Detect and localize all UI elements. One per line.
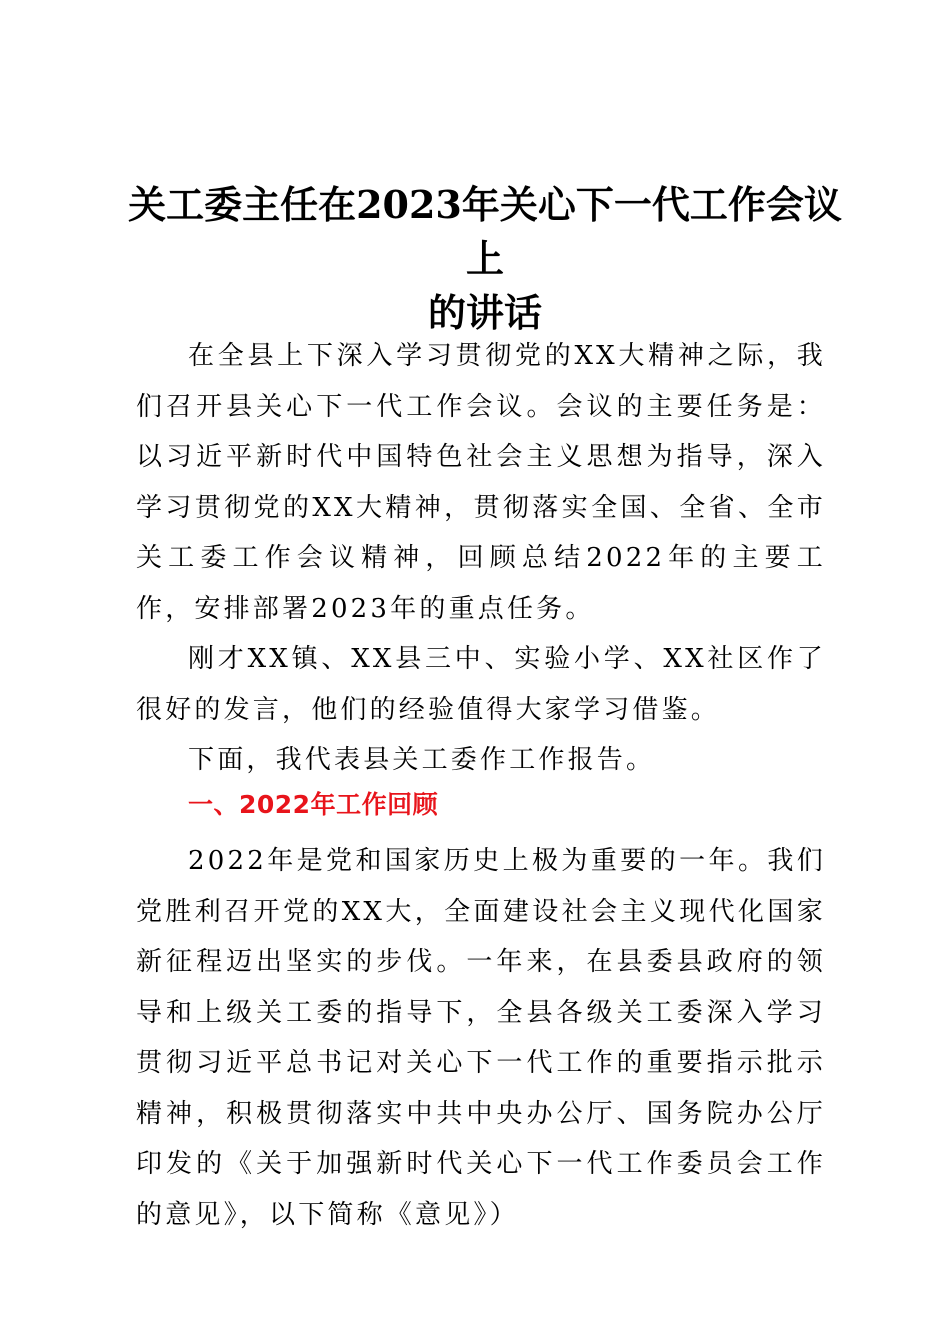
title-line-1: 关工委主任在2023年关心下一代工作会议上: [128, 182, 842, 281]
section-heading: 一、2022年工作回顾: [188, 790, 439, 819]
document-title: [110, 178, 860, 340]
paragraph-review: 2022年是党和国家历史上极为重要的一年。我们党胜利召开党的XX大，全面建设社会主义现代化国家新征程迈出坚实的步伐。一年来，在县委县政府的领导和上级关工委的指导下，全县各级关工委深入学习贯彻习近平总书记对关心下一代工作的重要指示批示精神，积极贯彻落实中共中央办公厅、国务院办公厅印发的《关于加强新时代关心下一代工作委员会工作的意见》，以下简称《意见》）: [136, 846, 826, 1230]
paragraph-intro: 在全县上下深入学习贯彻党的XX大精神之际，我们召开县关心下一代工作会议。会议的主要任务是：以习近平新时代中国特色社会主义思想为指导，深入学习贯彻党的XX大精神，贯彻落实全国、全省、全市关工委工作会议精神，回顾总结2022年的主要工作，安排部署2023年的重点任务。: [136, 341, 826, 624]
paragraph-speeches: 刚才XX镇、XX县三中、实验小学、XX社区作了很好的发言，他们的经验值得大家学习借鉴。: [136, 644, 826, 725]
paragraph-report: 下面，我代表县关工委作工作报告。: [188, 745, 656, 775]
title-line-2: 的讲话: [427, 290, 542, 335]
